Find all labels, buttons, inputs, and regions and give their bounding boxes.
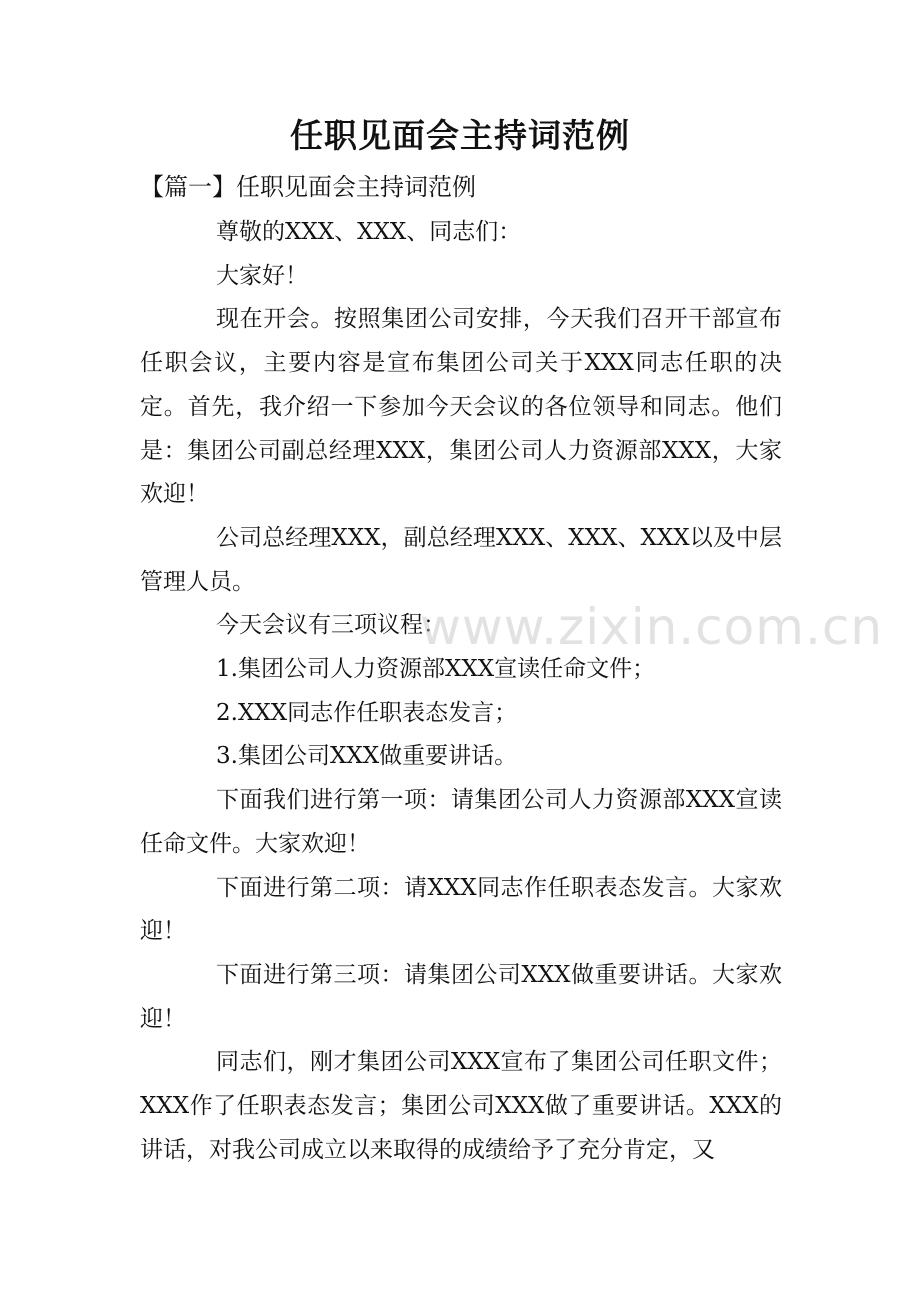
summary-paragraph: 同志们，刚才集团公司XXX宣布了集团公司任职文件；XXX作了任职表态发言；集团公司XXX做了重要讲话。XXX的讲话，对我公司成立以来取得的成绩给予了充分肯定，又 bbox=[140, 1049, 782, 1163]
attendees-paragraph: 公司总经理XXX，副总经理XXX、XXX、XXX以及中层管理人员。 bbox=[140, 524, 782, 595]
document-body bbox=[140, 211, 782, 1172]
document-title: 任职见面会主持词范例 bbox=[290, 116, 630, 155]
agenda-intro-paragraph: 今天会议有三项议程： bbox=[216, 612, 446, 639]
greeting-paragraph: 尊敬的XXX、XXX、同志们： bbox=[216, 219, 522, 245]
opening-paragraph: 现在开会。按照集团公司安排，今天我们召开干部宣布任职会议，主要内容是宣布集团公司关于XXX同志任职的决定。首先，我介绍一下参加今天会议的各位领导和同志。他们是：集团公司副总经理XXX，集团公司人力资源部XXX，大家欢迎！ bbox=[140, 306, 782, 508]
salutation-paragraph: 大家好！ bbox=[216, 262, 308, 289]
item-2-paragraph: 下面进行第二项：请XXX同志作任职表态发言。大家欢迎！ bbox=[140, 874, 782, 945]
agenda-item-1: 1.集团公司人力资源部XXX宣读任命文件； bbox=[216, 656, 656, 683]
section-heading: 【篇一】任职见面会主持词范例 bbox=[140, 173, 476, 201]
agenda-item-2: 2.XXX同志作任职表态发言； bbox=[216, 699, 518, 726]
item-1-paragraph: 下面我们进行第一项：请集团公司人力资源部XXX宣读任命文件。大家欢迎！ bbox=[140, 787, 782, 857]
item-3-paragraph: 下面进行第三项：请集团公司XXX做重要讲话。大家欢迎！ bbox=[140, 961, 782, 1032]
agenda-item-3: 3.集团公司XXX做重要讲话。 bbox=[216, 743, 518, 770]
watermark: www.zixin.com.cn bbox=[420, 598, 884, 656]
